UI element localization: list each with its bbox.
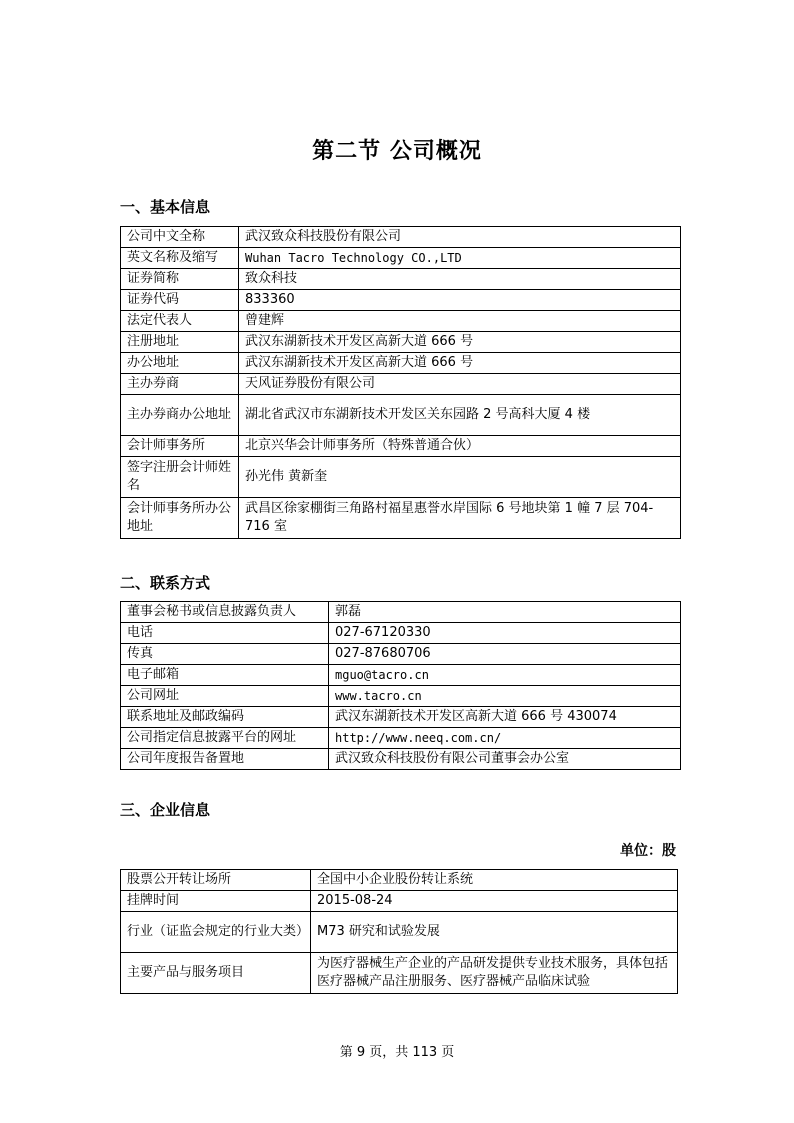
basic-info-table xyxy=(120,226,681,539)
table-row xyxy=(121,891,678,912)
field-label: 主办券商 xyxy=(121,374,239,395)
field-value: 孙光伟 黄新奎 xyxy=(239,457,681,498)
field-value: 天风证券股份有限公司 xyxy=(239,374,681,395)
website-value: www.tacro.cn xyxy=(329,686,681,707)
field-label: 会计师事务所 xyxy=(121,436,239,457)
page-footer: 第 9 页，共 113 页 xyxy=(339,1045,455,1060)
field-value: 致众科技 xyxy=(239,269,681,290)
table-row xyxy=(121,311,681,332)
table-row xyxy=(121,498,681,539)
field-value: 武汉东湖新技术开发区高新大道 666 号 430074 xyxy=(329,707,681,728)
table-row xyxy=(121,227,681,248)
section-heading-company: 三、企业信息 xyxy=(120,801,211,819)
table-row xyxy=(121,912,678,953)
table-row xyxy=(121,707,681,728)
table-row xyxy=(121,728,681,749)
platform-url-value: http://www.neeq.com.cn/ xyxy=(329,728,681,749)
table-row xyxy=(121,269,681,290)
field-value: 027-87680706 xyxy=(329,644,681,665)
field-label: 公司网址 xyxy=(121,686,329,707)
field-value: 武汉致众科技股份有限公司董事会办公室 xyxy=(329,749,681,770)
company-info-table xyxy=(120,869,678,994)
field-value: 湖北省武汉市东湖新技术开发区关东园路 2 号高科大厦 4 楼 xyxy=(239,395,681,436)
field-value: 为医疗器械生产企业的产品研发提供专业技术服务，具体包括医疗器械产品注册服务、医疗器械产品临床试验 xyxy=(311,953,678,994)
field-value: 2015-08-24 xyxy=(311,891,678,912)
field-label: 主要产品与服务项目 xyxy=(121,953,311,994)
field-label: 注册地址 xyxy=(121,332,239,353)
field-value: 郭磊 xyxy=(329,602,681,623)
field-label: 英文名称及缩写 xyxy=(121,248,239,269)
table-row xyxy=(121,623,681,644)
table-row xyxy=(121,290,681,311)
section-heading-basic: 一、基本信息 xyxy=(120,198,211,216)
field-value: 武汉东湖新技术开发区高新大道 666 号 xyxy=(239,353,681,374)
page-title: 第二节 公司概况 xyxy=(312,139,482,164)
field-label: 公司年度报告备置地 xyxy=(121,749,329,770)
field-label: 证券简称 xyxy=(121,269,239,290)
field-label: 传真 xyxy=(121,644,329,665)
email-value: mguo@tacro.cn xyxy=(329,665,681,686)
field-label: 公司中文全称 xyxy=(121,227,239,248)
field-value: 武昌区徐家棚街三角路村福星惠誉水岸国际 6 号地块第 1 幢 7 层 704-716 室 xyxy=(239,498,681,539)
field-label: 会计师事务所办公地址 xyxy=(121,498,239,539)
table-row xyxy=(121,749,681,770)
field-label: 行业（证监会规定的行业大类） xyxy=(121,912,311,953)
table-row xyxy=(121,953,678,994)
table-row xyxy=(121,602,681,623)
contact-table xyxy=(120,601,681,770)
table-row xyxy=(121,644,681,665)
field-label: 股票公开转让场所 xyxy=(121,870,311,891)
field-value: 833360 xyxy=(239,290,681,311)
table-row xyxy=(121,332,681,353)
field-value: 曾建辉 xyxy=(239,311,681,332)
field-label: 挂牌时间 xyxy=(121,891,311,912)
field-value: 北京兴华会计师事务所（特殊普通合伙） xyxy=(239,436,681,457)
field-value: 027-67120330 xyxy=(329,623,681,644)
table-row xyxy=(121,665,681,686)
field-label: 签字注册会计师姓名 xyxy=(121,457,239,498)
field-value: Wuhan Tacro Technology CO.,LTD xyxy=(239,248,681,269)
field-value: 全国中小企业股份转让系统 xyxy=(311,870,678,891)
field-value: 武汉东湖新技术开发区高新大道 666 号 xyxy=(239,332,681,353)
table-row xyxy=(121,395,681,436)
table-row xyxy=(121,248,681,269)
field-label: 法定代表人 xyxy=(121,311,239,332)
table-row xyxy=(121,457,681,498)
table-row xyxy=(121,353,681,374)
field-value: 武汉致众科技股份有限公司 xyxy=(239,227,681,248)
field-label: 公司指定信息披露平台的网址 xyxy=(121,728,329,749)
field-label: 电话 xyxy=(121,623,329,644)
table-row xyxy=(121,870,678,891)
section-heading-contact: 二、联系方式 xyxy=(120,574,211,592)
field-label: 电子邮箱 xyxy=(121,665,329,686)
field-label: 主办券商办公地址 xyxy=(121,395,239,436)
field-label: 办公地址 xyxy=(121,353,239,374)
table-row xyxy=(121,436,681,457)
unit-label: 单位：股 xyxy=(620,843,676,859)
field-value: M73 研究和试验发展 xyxy=(311,912,678,953)
field-label: 证券代码 xyxy=(121,290,239,311)
table-row xyxy=(121,686,681,707)
field-label: 董事会秘书或信息披露负责人 xyxy=(121,602,329,623)
table-row xyxy=(121,374,681,395)
field-label: 联系地址及邮政编码 xyxy=(121,707,329,728)
